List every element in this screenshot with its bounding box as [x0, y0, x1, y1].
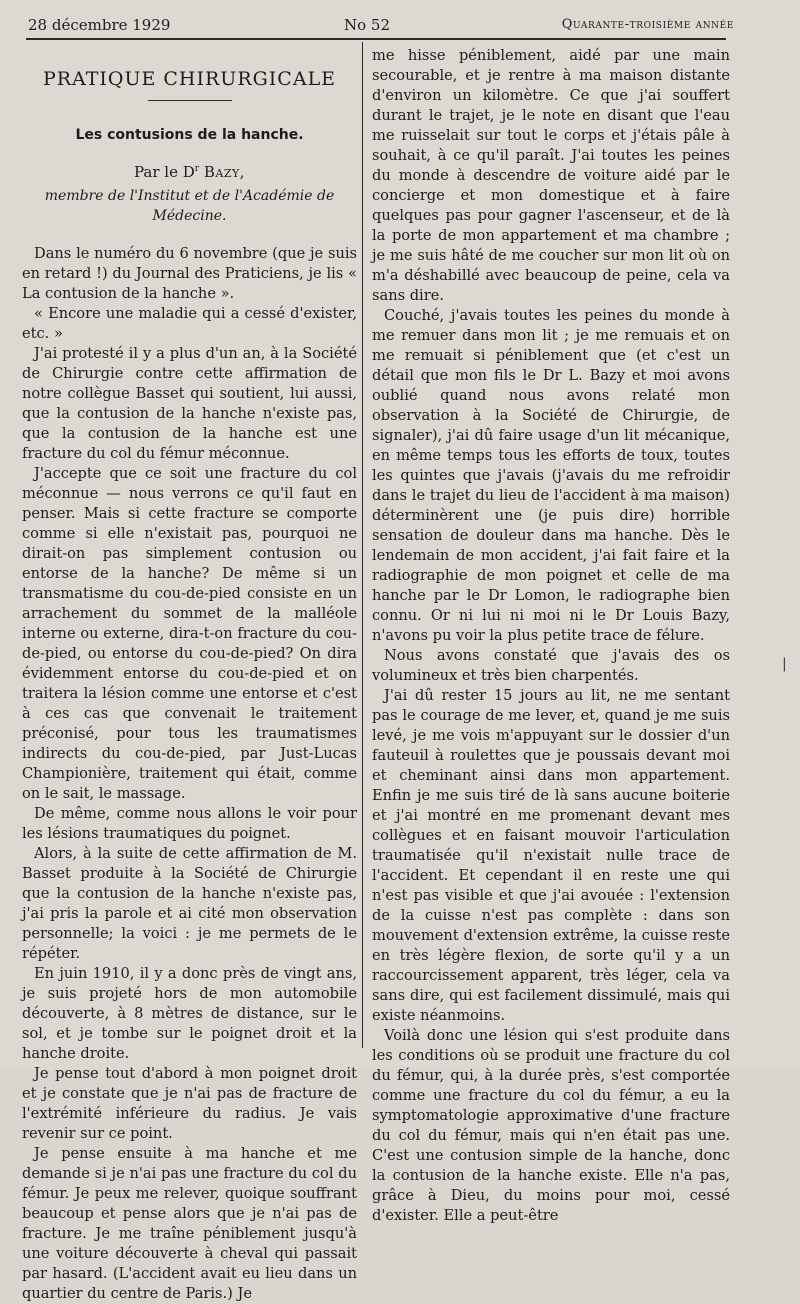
paragraph: Alors, à la suite de cette affirmation de M. Basset produite à la Société de Chirurgie que la contusion de la hanche n'existe pas, j'ai pris la parole et ai cité mon observation personnelle; la voici : je me permets de le répéter.: [22, 845, 357, 962]
paragraph: Voilà donc une lésion qui s'est produite dans les conditions où se produit une fracture du col du fémur, qui, à la durée près, s'est comportée comme une fracture du col du fémur, a eu la symptomatologie approximative d'une fracture du col du fémur, mais qui n'en était pas une. C'est une contusion simple de la hanche, donc la contusion de la hanche existe. Elle n'a pas, grâce à Dieu, du moins pour moi, cessé d'exister. Elle a peut-être: [372, 1027, 730, 1224]
paragraph: J'ai dû rester 15 jours au lit, ne me sentant pas le courage de me lever, et, quand je me suis levé, je me vois m'appuyant sur le dossier d'un fauteuil à roulettes que je poussais devant moi et cheminant ainsi dans mon appartement. Enfin je me suis tiré de là sans aucune boiterie et j'ai montré en me promenant devant mes collègues et en faisant mouvoir l'articulation traumatisée qu'il n'existait nulle trace de l'accident. Et cependant il en reste une qui n'est pas visible et que j'ai avouée : l'extension de la cuisse n'est pas complète : dans son mouvement d'extension extrême, la cuisse reste en très légère flexion, de sorte qu'il y a un raccourcissement apparent, très léger, cela va sans dire, qui est facilement dissimulé, mais qui existe néanmoins.: [372, 687, 730, 1024]
header-date: 28 décembre 1929: [28, 16, 171, 34]
page-header: [28, 14, 734, 36]
article-title: Les contusions de la hanche.: [75, 127, 304, 143]
paragraph: J'ai protesté il y a plus d'un an, à la Société de Chirurgie contre cette affirmation de notre collègue Basset qui soutient, lui aussi, que la contusion de la hanche n'existe pas, que la contusion de la hanche est une fracture du col du fémur méconnue.: [22, 345, 357, 462]
title-rule: [148, 100, 232, 101]
section-title: PRATIQUE CHIRURGICALE: [42, 68, 337, 90]
paragraph: Dans le numéro du 6 novembre (que je suis en retard !) du Journal des Praticiens, je lis « La contusion de la hanche ».: [22, 245, 357, 302]
left-column: [22, 46, 357, 1304]
paragraph: « Encore une maladie qui a cessé d'exister, etc. »: [22, 305, 357, 342]
right-column: [372, 46, 730, 1226]
paragraph: Couché, j'avais toutes les peines du monde à me remuer dans mon lit ; je me remuais et on me remuait si péniblement que (et c'est un détail que mon fils le Dr L. Bazy et moi avons oublié quand nous avons relaté mon observation à la Société de Chirurgie, de signaler), j'ai dû faire usage d'un lit mécanique, en même temps tous les efforts de toux, toutes les quintes que j'avais (j'avais du me refroidir dans le trajet du lieu de l'accident à ma maison) déterminèrent une (je puis dire) horrible sensation de douleur dans ma hanche. Dès le lendemain de mon accident, j'ai fait faire et la radiographie de mon poignet et celle de ma hanche par le Dr Lomon, le radiographe bien connu. Or ni lui ni moi ni le Dr Louis Bazy, n'avons pu voir la plus petite trace de félure.: [372, 307, 730, 644]
header-rule: [26, 38, 726, 40]
byline-sup: r: [194, 164, 200, 174]
author-affiliation: membre de l'Institut et de l'Académie de Médecine.: [44, 188, 335, 224]
paragraph: En juin 1910, il y a donc près de vingt ans, je suis projeté hors de mon automobile découverte, à 8 mètres de distance, sur le sol, et je tombe sur le poignet droit et la hanche droite.: [22, 965, 357, 1062]
byline-prefix: Par le D: [133, 163, 195, 181]
paragraph: J'accepte que ce soit une fracture du col méconnue — nous verrons ce qu'il faut en penser. Mais si cette fracture se comporte comme si elle n'existait pas, pourquoi ne dirait-on pas simplement contusion ou entorse de la hanche? De même si un transmatisme du cou-de-pied consiste en un arrachement du sommet de la malléole interne ou externe, dira-t-on fracture du cou-de-pied, ou entorse du cou-de-pied? On dira évidemment entorse du cou-de-pied et on traitera la lésion comme une entorse et c'est à ces cas que convenait le traitement préconisé, pour tous les traumatismes indirects du cou-de-pied, par Just-Lucas Championière, traitement qui était, comme on le sait, le massage.: [22, 465, 357, 802]
paragraph: me hisse péniblement, aidé par une main secourable, et je rentre à ma maison distante d'environ un kilomètre. Ce que j'ai souffert durant le trajet, je le note en disant que l'eau me ruisselait sur tout le corps et j'étais pâle à souhait, à ce qu'il paraît. J'ai toutes les peines du monde à descendre de voiture aidé par le concierge et mon domestique et à faire quelques pas pour gagner l'ascenseur, et de là la porte de mon appartement et ma chambre ; je me suis hâté de me coucher sur mon lit où on m'a déshabillé avec beaucoup de peine, cela va sans dire.: [372, 47, 730, 304]
margin-mark: |: [782, 656, 787, 672]
column-divider: [362, 42, 363, 1048]
byline: [22, 159, 357, 182]
paragraph: Nous avons constaté que j'avais des os volumineux et très bien charpentés.: [372, 647, 730, 684]
paragraph: De même, comme nous allons le voir pour les lésions traumatiques du poignet.: [22, 805, 357, 842]
author-name: Bazy,: [203, 163, 245, 181]
issue-number: No 52: [344, 16, 391, 34]
volume-year: Quarante-troisième année: [561, 17, 734, 32]
paragraph: Je pense tout d'abord à mon poignet droit et je constate que je n'ai pas de fracture de l'extrémité inférieure du radius. Je vais revenir sur ce point.: [22, 1065, 357, 1142]
paragraph: Je pense ensuite à ma hanche et me demande si je n'ai pas une fracture du col du fémur. Je peux me relever, quoique souffrant beaucoup et pense alors que je n'ai pas de fracture. Je me traîne péniblement jusqu'à une voiture découverte à cheval qui passait par hasard. (L'accident avait eu lieu dans un quartier du centre de Paris.) Je: [22, 1145, 357, 1302]
